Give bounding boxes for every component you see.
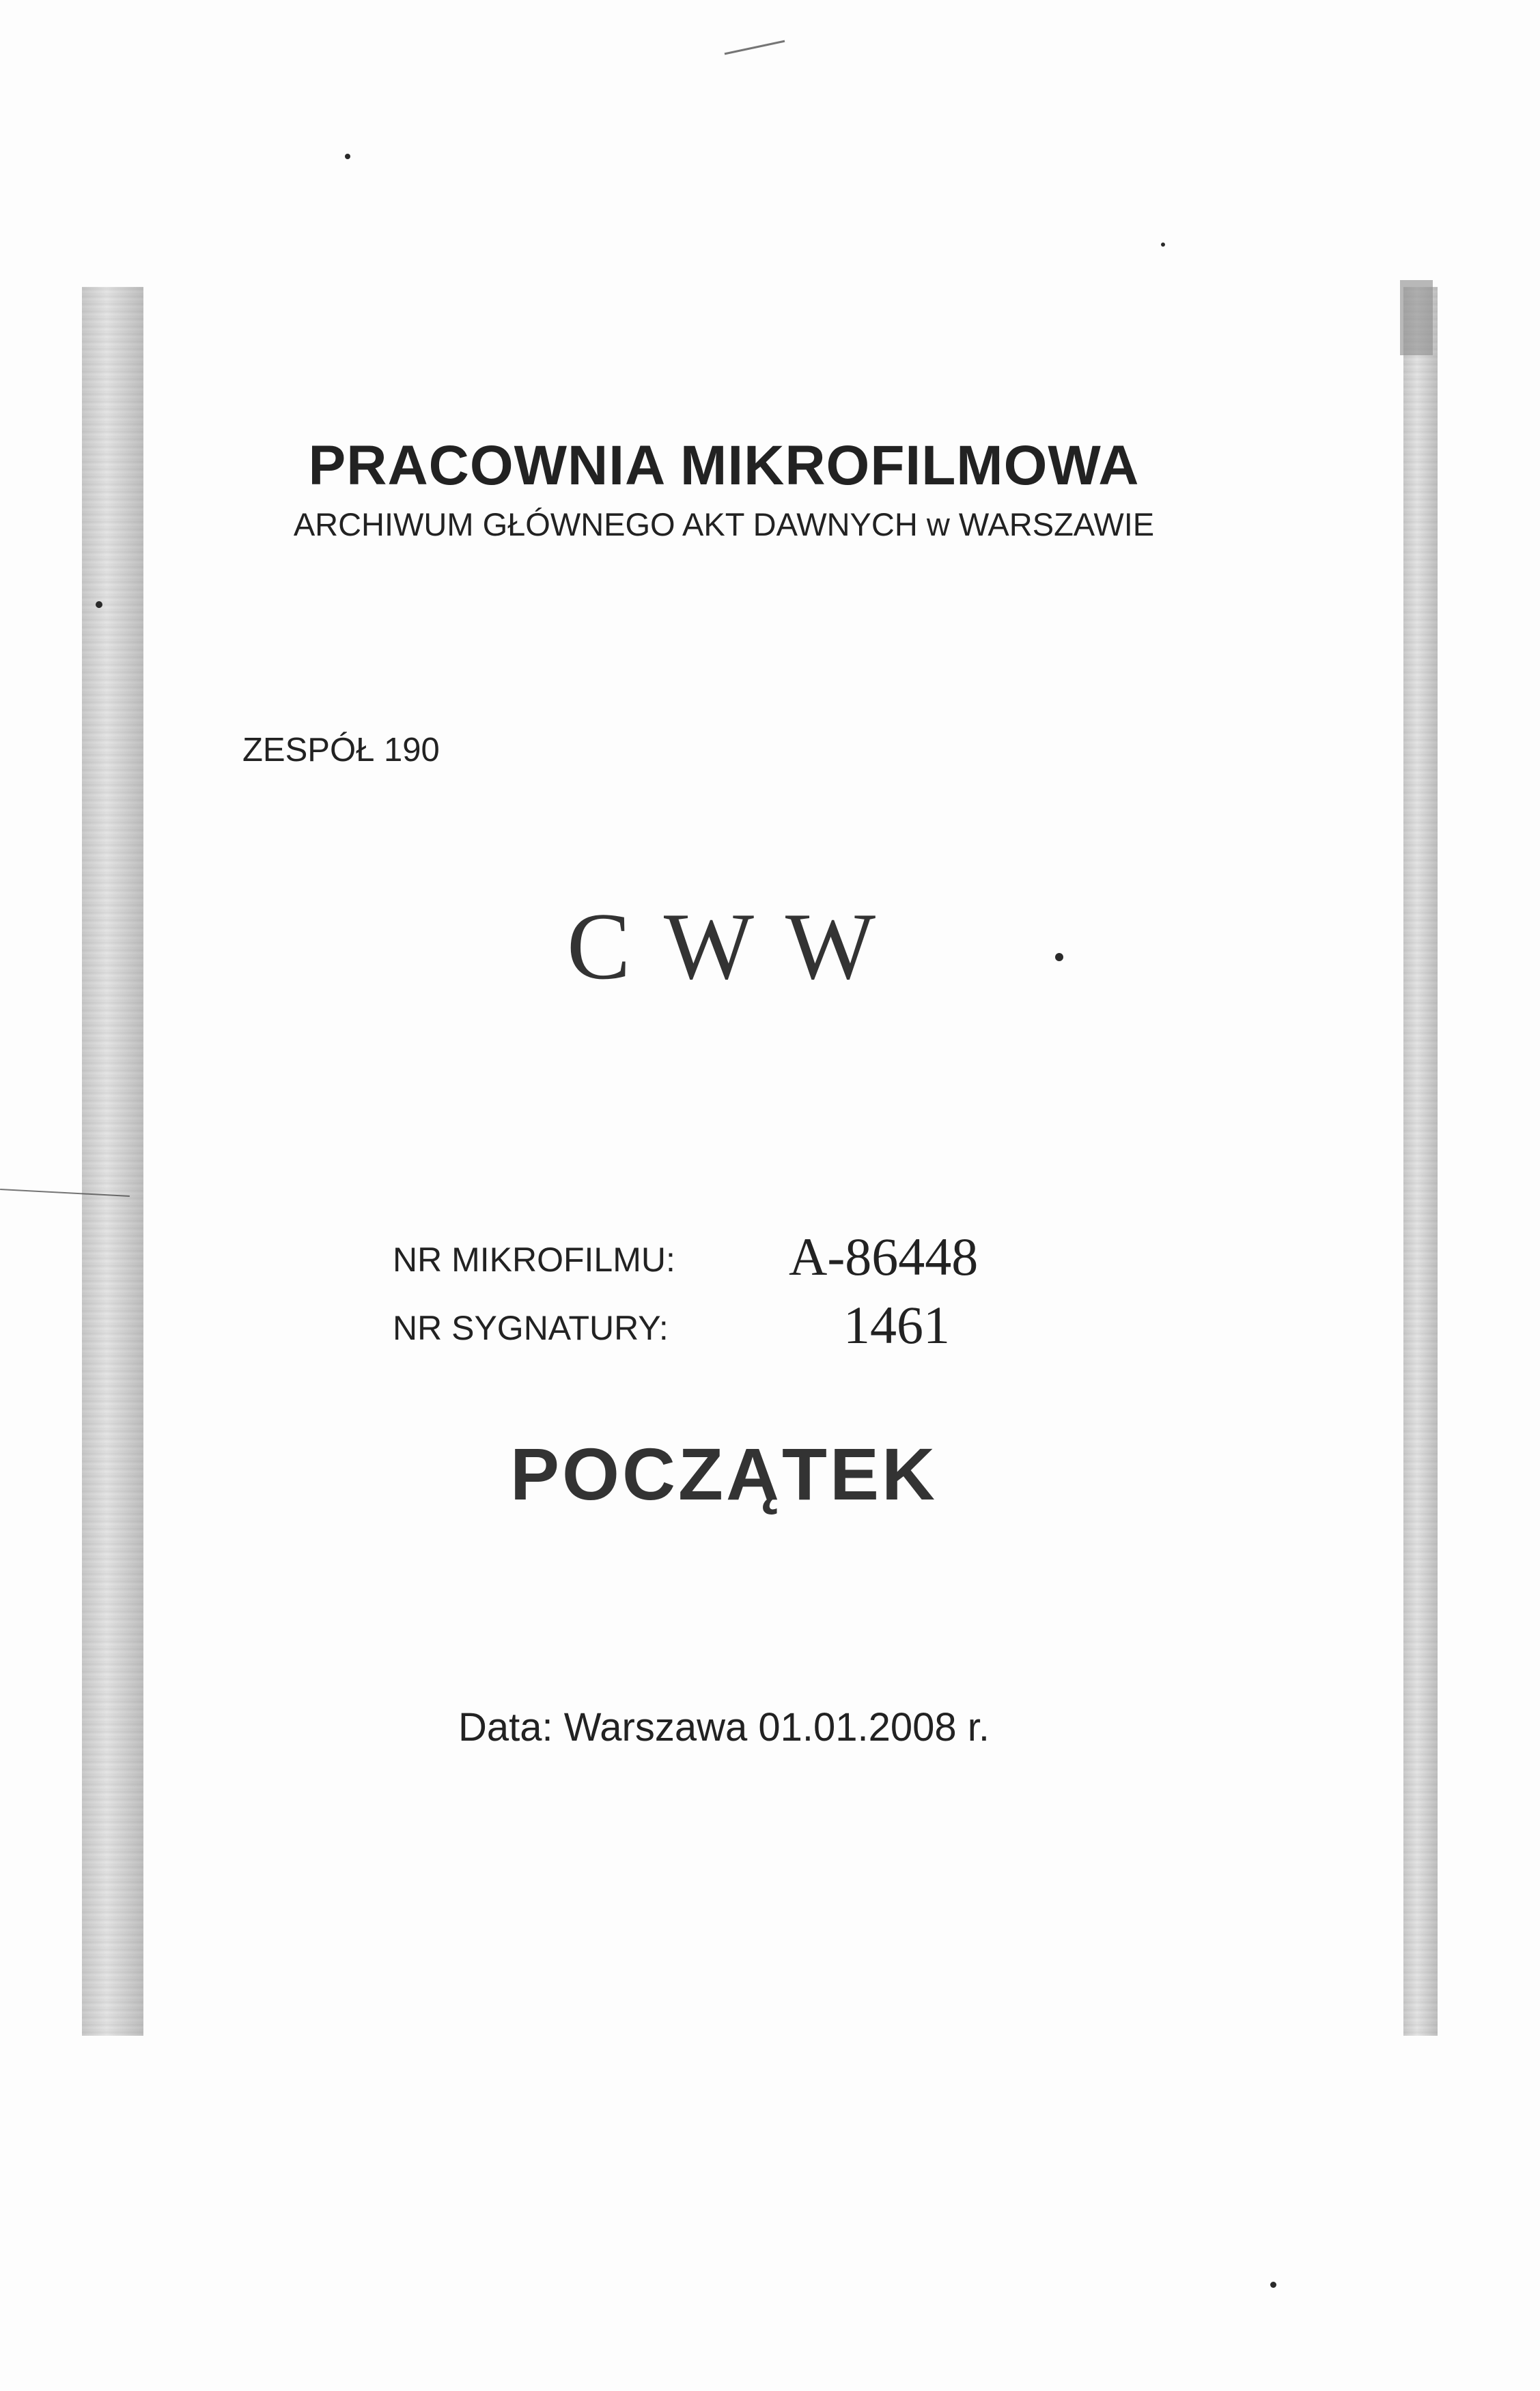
signature-number-label: NR SYGNATURY: <box>393 1309 669 1347</box>
page-subtitle: ARCHIWUM GŁÓWNEGO AKT DAWNYCH w WARSZAWIE <box>293 506 1155 542</box>
film-edge-right <box>1403 287 1438 2036</box>
microfilm-number-label: NR MIKROFILMU: <box>393 1241 675 1279</box>
section-heading: POCZĄTEK <box>510 1433 938 1515</box>
film-edge-left <box>82 287 143 2036</box>
scan-artifact-speck <box>96 601 102 608</box>
scan-artifact-speck <box>1270 2282 1276 2288</box>
page-title: PRACOWNIA MIKROFILMOWA <box>308 434 1140 497</box>
collection-code: C W W <box>567 894 882 999</box>
scan-artifact-line <box>725 40 785 55</box>
collection-label: ZESPÓŁ 190 <box>242 732 440 769</box>
footer-date: Data: Warszawa 01.01.2008 r. <box>458 1705 990 1750</box>
scan-artifact-speck <box>1161 243 1165 247</box>
film-edge-mark <box>1400 280 1433 355</box>
scan-artifact-speck <box>1055 953 1063 961</box>
microfilm-number-value: A-86448 <box>789 1227 979 1286</box>
scan-artifact-speck <box>345 154 350 159</box>
signature-number-value: 1461 <box>843 1295 950 1355</box>
